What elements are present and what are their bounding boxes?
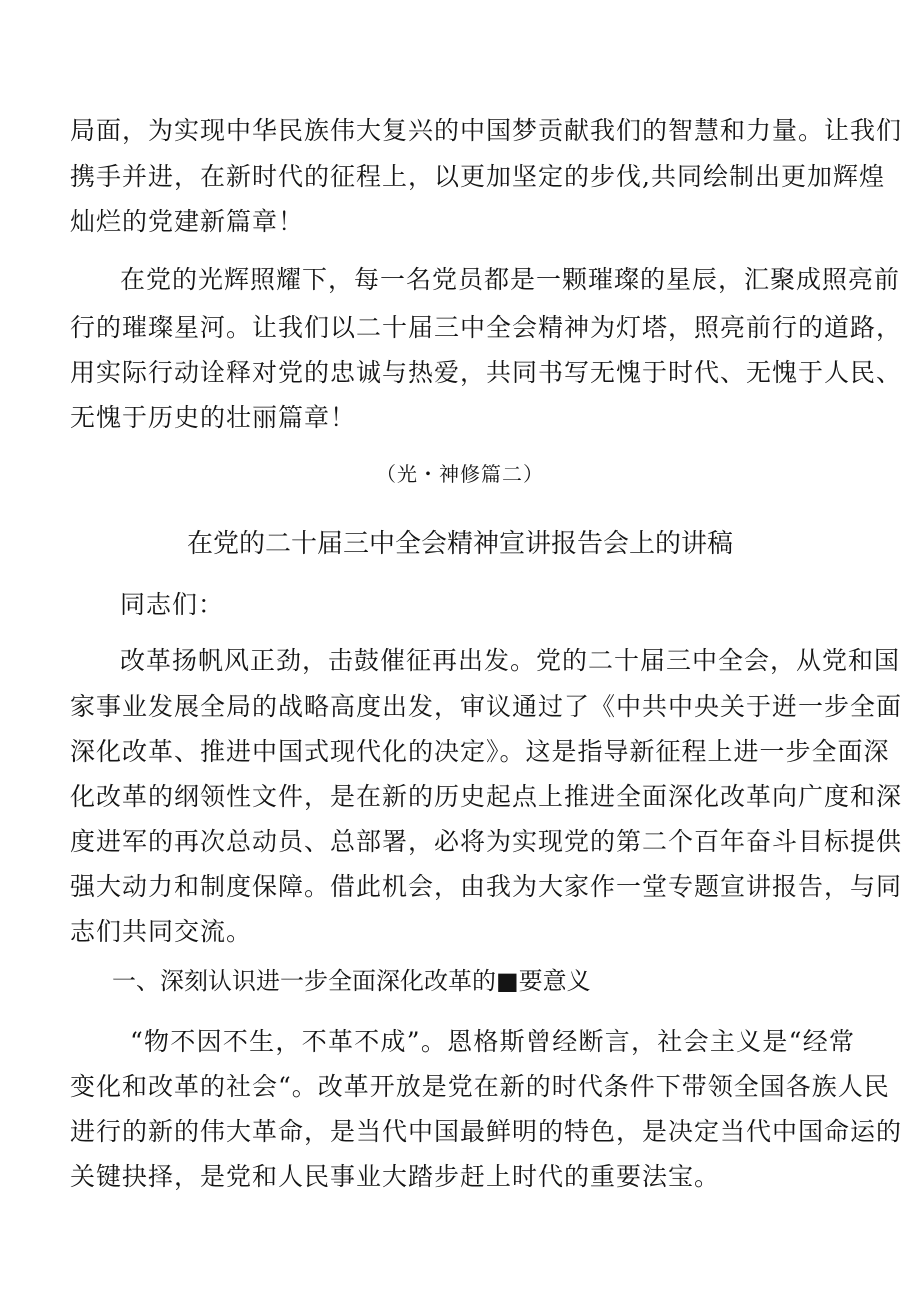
text-line: 灿烂的党建新篇章！ bbox=[70, 207, 305, 236]
section-heading: 一、深刻认识进一步全面深化改革的■要意义 bbox=[112, 967, 591, 995]
text-line: 化改革的纲领性文件，是在新的历史起点上推进全面深化改革向广度和深 bbox=[70, 782, 903, 811]
text-line: 强大动力和制度保障。借此机会，由我为大家作一堂专题宣讲报告，与同 bbox=[70, 872, 903, 901]
text-line: 行的璀璨星河。让我们以二十届三中全会精神为灯塔，照亮前行的道路， bbox=[70, 313, 903, 342]
text-line: 家事业发展全局的战略高度出发，审议通过了《中共中央关于逬一步全面 bbox=[70, 692, 903, 721]
text-line: 变化和改革的社会“。改革开放是党在新的时代条件下带领全国各族人民 bbox=[70, 1072, 890, 1101]
speech-title: 在党的二十届三中全会精神宣讲报告会上的讲稿 bbox=[186, 529, 733, 559]
text-line: 志们共同交流。 bbox=[70, 917, 253, 946]
salutation: 同志们： bbox=[120, 590, 225, 619]
text-line: 局面，为实现中华民族伟大复兴的中国梦贡献我们的智慧和力量。让我们 bbox=[70, 116, 903, 145]
text-line: 进行的新的伟大革命，是当代中国最鲜明的特色，是决定当代中国命运的 bbox=[70, 1117, 903, 1146]
text-line: 携手并进，在新时代的征程上，以更加坚定的步伐,共同绘制出更加辉煌 bbox=[70, 162, 885, 191]
text-line: 改革扬帆风正劲，击鼓催征再出发。党的二十届三中全会，从党和国 bbox=[120, 646, 901, 675]
text-line: 关键抉择，是党和人民事业大踏步赶上时代的重要法宝。 bbox=[70, 1162, 721, 1191]
text-line: “物不因不生，不革不成”。恩格斯曾经断言，社会主义是“经常 bbox=[130, 1027, 855, 1056]
text-line: 无愧于历史的壮丽篇章！ bbox=[70, 403, 357, 432]
text-line: 在党的光辉照耀下，每一名党员都是一颗璀璨的星辰，汇聚成照亮前 bbox=[120, 265, 901, 294]
text-line: 度进军的再次总动员、总部署，必将为实现党的第二个百年奋斗目标提供 bbox=[70, 827, 903, 856]
section-note: （光・神修篇二） bbox=[376, 462, 544, 486]
text-line: 用实际行动诠释对党的忠诚与热爱，共同书写无愧于时代、无愧于人民、 bbox=[70, 358, 903, 387]
text-line: 深化改革、推进中国式现代化的决定》。这是指导新征程上进一步全面深 bbox=[70, 737, 890, 766]
